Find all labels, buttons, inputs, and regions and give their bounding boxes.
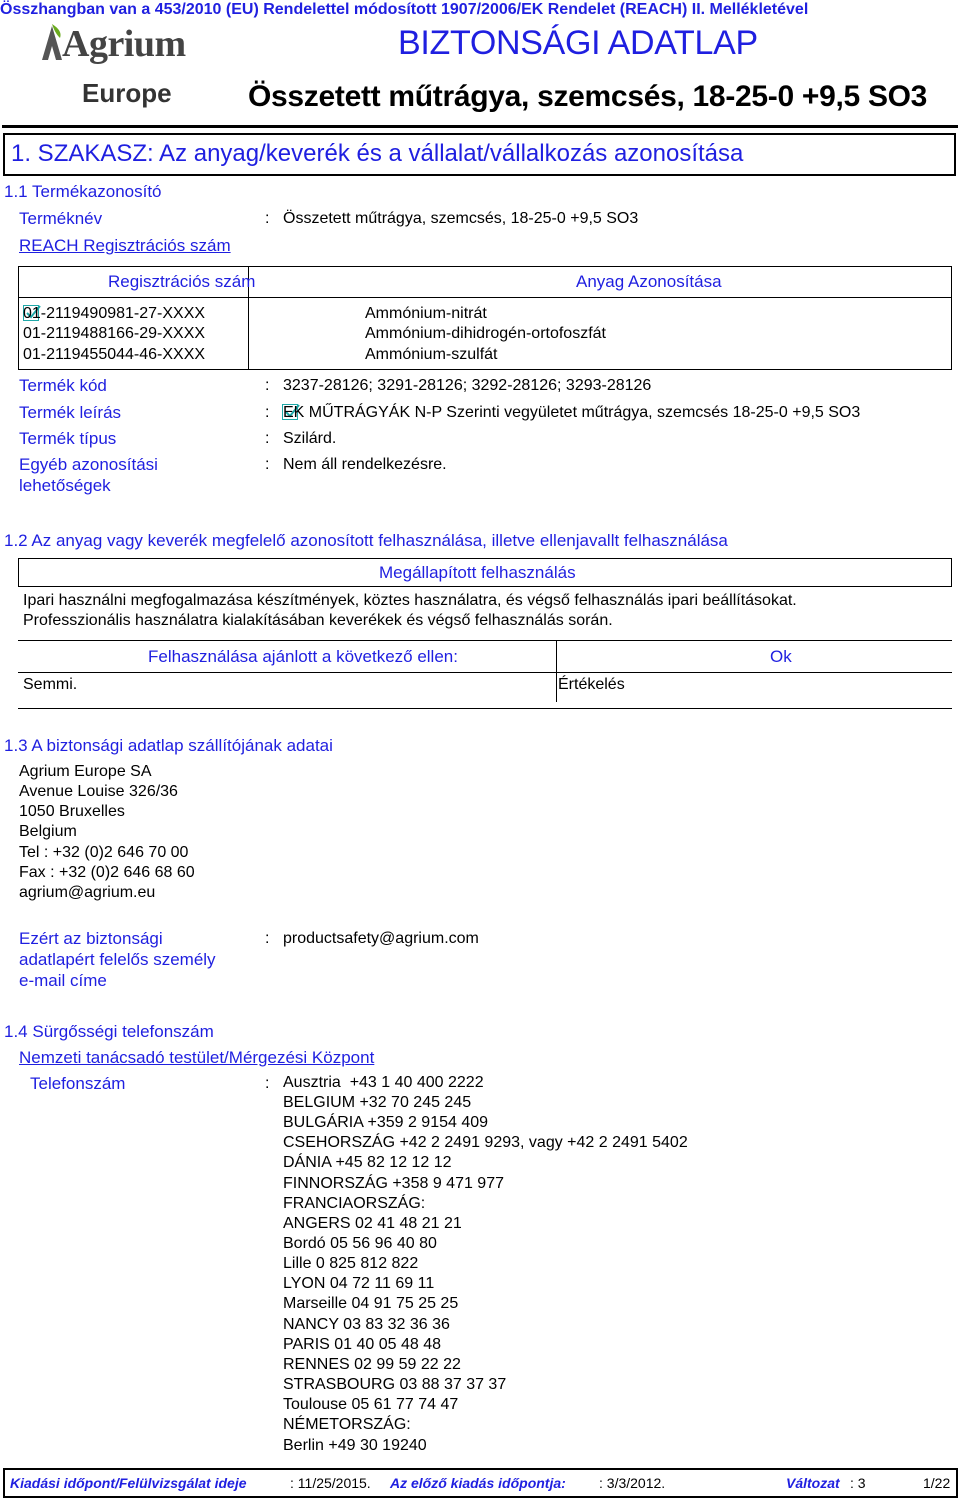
phone-entry: ANGERS 02 41 48 21 21 [283, 1215, 462, 1232]
phone-entry: Ausztria +43 1 40 400 2222 [283, 1074, 484, 1091]
phone-entry: Lille 0 825 812 822 [283, 1255, 419, 1272]
colon: : [265, 456, 270, 473]
supplier-line: Belgium [19, 823, 77, 840]
logo-brand: Agrium [62, 23, 186, 65]
product-title: Összetett műtrágya, szemcsés, 18-25-0 +9,5 SO3 [248, 80, 928, 113]
advised-against-reason-header: Ok [770, 647, 792, 666]
supplier-line: Fax : +32 (0)2 646 68 60 [19, 864, 195, 881]
substance-name: Ammónium-dihidrogén-ortofoszfát [365, 325, 606, 342]
supplier-line: 1050 Bruxelles [19, 803, 125, 820]
advised-against-header: Felhasználása ajánlott a következő ellen: [148, 647, 458, 666]
phone-entry: LYON 04 72 11 69 11 [283, 1275, 435, 1292]
phone-entry: BELGIUM +32 70 245 245 [283, 1094, 472, 1111]
identified-uses-header: Megállapított felhasználás [379, 563, 576, 582]
phone-entry: RENNES 02 99 59 22 22 [283, 1356, 461, 1373]
advised-against-eval: Értékelés [558, 676, 625, 693]
issue-date-value: : 11/25/2015. [290, 1475, 371, 1491]
colon: : [265, 377, 270, 394]
advised-against-rule [18, 640, 952, 641]
advised-against-col-divider [556, 640, 557, 702]
page-number: 1/22 [923, 1475, 951, 1491]
phone-entry: BULGÁRIA +359 2 9154 409 [283, 1114, 489, 1131]
product-name-label: Terméknév [19, 209, 103, 228]
previous-issue-label: Az előző kiadás időpontja: [390, 1475, 566, 1491]
reach-label: REACH Regisztrációs szám [19, 236, 231, 255]
supplier-line: Agrium Europe SA [19, 763, 152, 780]
issue-date-label: Kiadási időpont/Felülvizsgálat ideje [10, 1475, 247, 1491]
supplier-email[interactable]: agrium@agrium.eu [19, 884, 156, 901]
colon: : [265, 210, 270, 227]
product-desc-value: EK MŰTRÁGYÁK N-P Szerinti vegyületet műtrágya, szemcsés 18-25-0 +9,5 SO3 [283, 404, 861, 421]
reg-number: 01-2119488166-29-XXXX [23, 325, 206, 342]
header-rule [2, 125, 958, 128]
product-desc-label: Termék leírás [19, 403, 122, 422]
phone-entry: CSEHORSZÁG +42 2 2491 9293, vagy +42 2 2491 5402 [283, 1134, 688, 1151]
subsection-1-3: 1.3 A biztonsági adatlap szállítójának adatai [4, 736, 333, 755]
section-title: 1. SZAKASZ: Az anyag/keverék és a vállalat/vállalkozás azonosítása [11, 140, 744, 167]
phone-entry: DÁNIA +45 82 12 12 12 [283, 1154, 452, 1171]
supplier-line: Avenue Louise 326/36 [19, 783, 178, 800]
phone-entry: Toulouse 05 61 77 74 47 [283, 1396, 459, 1413]
poison-center-label: Nemzeti tanácsadó testület/Mérgezési Központ [19, 1048, 375, 1067]
reg-number: 01-2119490981-27-XXXX [23, 305, 206, 322]
product-type-value: Szilárd. [283, 430, 337, 447]
colon: : [265, 930, 270, 947]
regulation-note: Összhangban van a 453/2010 (EU) Rendelettel módosított 1907/2006/EK Rendelet (REACH) II. Mellékletével [0, 1, 809, 18]
phone-entry: FINNORSZÁG +358 9 471 977 [283, 1175, 504, 1192]
responsible-email-value[interactable]: productsafety@agrium.com [283, 930, 479, 947]
phone-entry: Bordó 05 56 96 40 80 [283, 1235, 437, 1252]
product-code-label: Termék kód [19, 376, 107, 395]
identified-uses-line: Professzionális használatra kialakításában keverékek és végső felhasználás során. [23, 612, 613, 629]
substance-name: Ammónium-nitrát [365, 305, 487, 322]
previous-issue-value: : 3/3/2012. [599, 1475, 666, 1491]
other-id-label: lehetőségek [19, 476, 111, 495]
product-code-value: 3237-28126; 3291-28126; 3292-28126; 3293-28126 [283, 377, 652, 394]
phone-entry: STRASBOURG 03 88 37 37 37 [283, 1376, 507, 1393]
registration-table-divider [18, 297, 952, 298]
phone-entry: Berlin +49 30 19240 [283, 1437, 427, 1454]
identified-uses-line: Ipari használni megfogalmazása készítmények, köztes használatra, és végső felhasználás ipari beállításokat. [23, 592, 797, 609]
other-id-value: Nem áll rendelkezésre. [283, 456, 447, 473]
phone-entry: NANCY 03 83 32 36 36 [283, 1316, 450, 1333]
phone-entry: PARIS 01 40 05 48 48 [283, 1336, 442, 1353]
responsible-email-label: e-mail címe [19, 971, 107, 990]
substance-name: Ammónium-szulfát [365, 346, 498, 363]
reg-col-header: Regisztrációs szám [108, 272, 256, 291]
colon: : [265, 1075, 270, 1092]
responsible-email-label: adatlapért felelős személy [19, 950, 216, 969]
subsection-1-1: 1.1 Termékazonosító [4, 182, 162, 201]
product-type-label: Termék típus [19, 429, 117, 448]
product-name-value: Összetett műtrágya, szemcsés, 18-25-0 +9,5 SO3 [283, 210, 639, 227]
responsible-email-label: Ezért az biztonsági [19, 929, 163, 948]
advised-against-value: Semmi. [23, 676, 78, 693]
doc-type-title: BIZTONSÁGI ADATLAP [398, 24, 758, 62]
advised-against-bottom-rule [18, 708, 952, 709]
subsection-1-4: 1.4 Sürgősségi telefonszám [4, 1022, 214, 1041]
advised-against-header-rule [18, 672, 952, 673]
subsection-1-2: 1.2 Az anyag vagy keverék megfelelő azonosított felhasználása, illetve ellenjavallt felhasználása [4, 531, 728, 550]
colon: : [265, 430, 270, 447]
phone-entry: NÉMETORSZÁG: [283, 1416, 411, 1433]
substance-col-header: Anyag Azonosítása [576, 272, 722, 291]
phone-entry: Marseille 04 91 75 25 25 [283, 1295, 459, 1312]
version-value: : 3 [850, 1475, 866, 1491]
colon: : [265, 404, 270, 421]
phone-label: Telefonszám [30, 1074, 126, 1093]
phone-entry: FRANCIAORSZÁG: [283, 1195, 426, 1212]
logo-region: Europe [82, 78, 172, 108]
reg-number: 01-2119455044-46-XXXX [23, 346, 206, 363]
version-label: Változat [786, 1475, 840, 1491]
other-id-label: Egyéb azonosítási [19, 455, 158, 474]
supplier-line: Tel : +32 (0)2 646 70 00 [19, 844, 189, 861]
